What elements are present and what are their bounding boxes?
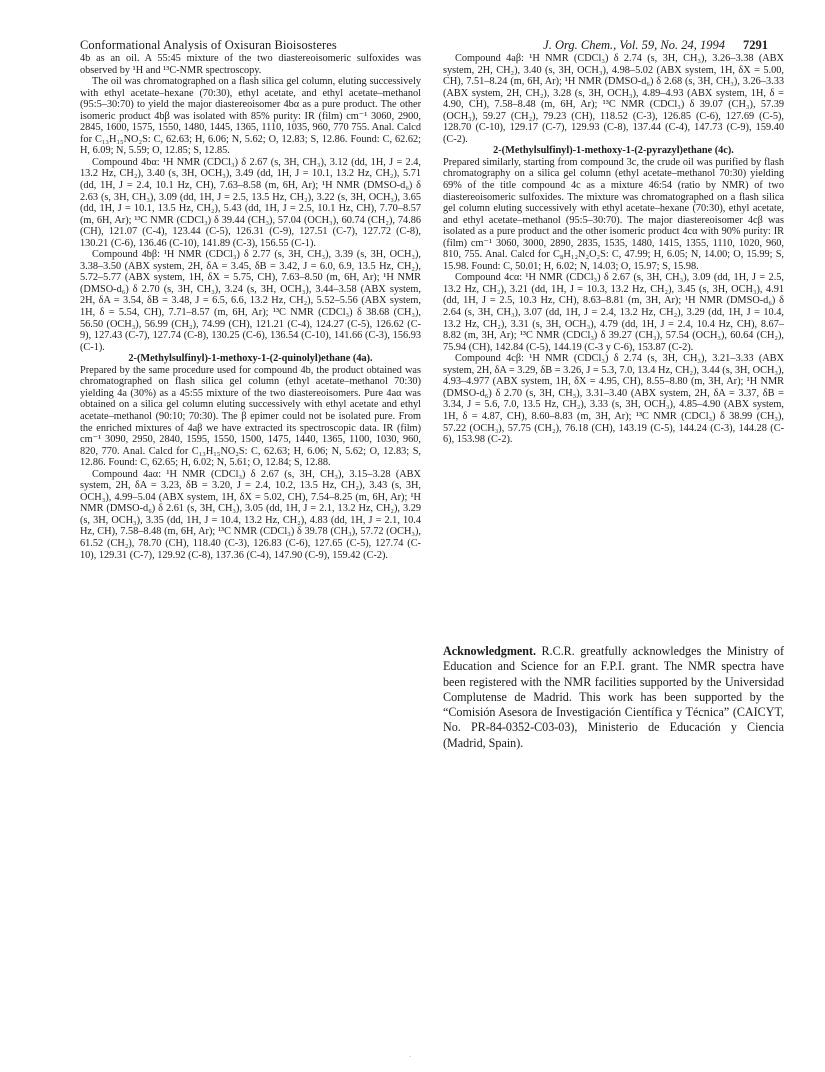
paragraph: The oil was chromatographed on a flash silica gel column, eluting successively with ethyl acetate–hexane (70:30), ethyl acetate, and ethyl acetate–methanol (95:5–30:70) to yield the major diastereoisomer 4bα as a pure product. The other isomeric product 4bβ was isolated with 85% purity: IR (film) cm⁻¹ 3060, 2900, 2845, 1600, 1575, 1550, 1480, 1445, 1365, 1110, 1035, 960, 770 755. Anal. Calcd for C₁₃H₁₅NO₂S: C, 62.63; H, 6.06; N, 5.62; O, 12.83; S, 12.86. Found: C, 62.62; H, 6.09; N, 5.59; O, 12.85; S, 12.85. — [80, 76, 421, 157]
page-dot: · — [409, 1053, 412, 1061]
paragraph: 4b as an oil. A 55:45 mixture of the two diastereoisomeric sulfoxides was observed by ¹H and ¹³C-NMR spectroscopy. — [80, 53, 421, 76]
paragraph: Compound 4cα: ¹H NMR (CDCl₃) δ 2.67 (s, 3H, CH₃), 3.09 (dd, 1H, J = 2.5, 13.2 Hz, CH₂), 3.21 (dd, 1H, J = 10.3, 13.2 Hz, CH₂), 3.45 (s, 3H, OCH₃), 4.91 (dd, 1H, J = 2.5, 10.3 Hz, CH), 8.63–8.81 (m, 3H, Ar); ¹H NMR (DMSO-d₆) δ 2.64 (s, 3H, CH₃), 3.07 (dd, 1H, J = 2.4, 13.2 Hz, CH₂), 3.29 (dd, 1H, J = 10.4, 13.2 Hz, CH₂), 3.31 (s, 3H, OCH₃), 4.79 (dd, 1H, J = 2.4, 10.4 Hz, CH), 8.67–8.82 (m, 3H, Ar); ¹³C NMR (CDCl₃) δ 39.27 (CH₃), 57.54 (OCH₃), 60.64 (CH₂), 75.94 (CH), 142.84 (C-5), 144.19 (C-3 y C-6), 153.87 (C-2). — [443, 272, 784, 353]
paragraph: Compound 4bβ: ¹H NMR (CDCl₃) δ 2.77 (s, 3H, CH₃), 3.39 (s, 3H, OCH₃), 3.38–3.50 (ABX system, 2H, δA = 3.45, δB = 3.42, J = 6.0, 6.9, 13.5 Hz, CH₂), 5.72–5.77 (ABX system, 1H, δX = 5.75, CH), 7.63–8.50 (m, 6H, Ar); ¹H NMR (DMSO-d₆) δ 2.70 (s, 3H, CH₃), 3.24 (s, 3H, OCH₃), 3.44–3.58 (ABX system, 2H, δA = 3.54, δB = 3.48, J = 6.5, 6.6, 13.2 Hz, CH₂), 5.52–5.56 (ABX system, 1H, δ = 5.54, CH), 7.71–8.57 (m, 6H, Ar); ¹³C NMR (CDCl₃) δ 38.68 (CH₃), 56.50 (OCH₃), 56.99 (CH₂), 74.99 (CH), 121.21 (C-4), 124.27 (C-5), 126.62 (C-9), 127.43 (C-7), 127.74 (C-8), 130.25 (C-6), 136.54 (C-10), 141.66 (C-3), 156.93 (C-1). — [80, 249, 421, 353]
paragraph: Prepared by the same procedure used for compound 4b, the product obtained was chromatographed on flash silica gel column (ethyl acetate–methanol 70:30) yielding 4a (30%) as a 45:55 mixture of the two diastereoisomers. Pure 4aα was obtained on a silica gel column eluting successively with ethyl acetate and ethyl acetate–methanol (90:10; 70:30). The β epimer could not be isolated pure. From the enriched mixtures of 4aβ we have extracted its spectroscopic data. IR (film) cm⁻¹ 3090, 2950, 2840, 1595, 1550, 1500, 1475, 1440, 1365, 1100, 1030, 960, 820, 770. Anal. Calcd for C₁₃H₁₅NO₂S: C, 62.63; H, 6.06; N, 5.62; O, 12.83; S, 12.86. Found: C, 62.65; H, 6.02; N, 5.61; O, 12.84; S, 12.88. — [80, 364, 421, 469]
paragraph: Prepared similarly, starting from compound 3c, the crude oil was purified by flash chromatography on a silica gel column (ethyl acetate–methanol 70:30) yielding 69% of the title compound 4c as a mixture 46:54 (ratio by NMR) of two diastereoisomeric sulfoxides. The mixture was chromatographed on a flash silica gel column eluting successively with ethyl acetate–hexane (70:30), ethyl acetate, and ethyl acetate–methanol (95:5–30:70). The major diastereoisomer 4cβ was isolated as a pure product and the other isomeric product 4cα with 90% purity: IR (film) cm⁻¹ 3060, 3000, 2890, 2835, 1535, 1480, 1415, 1355, 1110, 1020, 960, 810, 755. Anal. Calcd for C₈H₁₂N₂O₂S: C, 47.99; H, 6.05; N, 14.00; O, 15.99; S, 15.98. Found: C, 50.01; H, 6.02; N, 14.03; O, 15.97; S, 15.98. — [443, 156, 784, 272]
paragraph: Compound 4aβ: ¹H NMR (CDCl₃) δ 2.74 (s, 3H, CH₃), 3.26–3.38 (ABX system, 2H, CH₂), 3.40 (s, 3H, OCH₃), 4.98–5.02 (ABX system, 1H, δX = 5.00, CH), 7.51–8.24 (m, 6H, Ar); ¹H NMR (DMSO-d₆) δ 2.68 (s, 3H, CH₃), 3.26–3.33 (ABX system, 2H, CH₂), 3.28 (s, 3H, OCH₃), 4.89–4.93 (ABX system, 1H, δ = 4.90, CH), 7.58–8.48 (m, 6H, Ar); ¹³C NMR (CDCl₃) δ 39.07 (CH₃), 57.39 (OCH₃), 59.27 (CH₂), 79.23 (CH), 118.52 (C-3), 126.85 (C-6), 127.69 (C-5), 128.70 (C-10), 129.17 (C-7), 129.93 (C-8), 137.44 (C-4), 147.73 (C-9), 159.40 (C-2). — [443, 53, 784, 145]
compound-heading: 2-(Methylsulfinyl)-1-methoxy-1-(2-quinolyl)ethane (4a). — [128, 353, 373, 365]
acknowledgment-text: R.C.R. greatfully acknowledges the Ministry of Education and Science for an F.P.I. grant. The NMR spectra have been registered with the NMR facilities supported by the Universidad Complutense de Madrid. This work has been supported by the “Comisión Asesora de Investigación Científica y Técnica” (CAICYT, No. PR-84-0352-C03-03), Ministerio de Educación y Ciencia (Madrid, Spain). — [443, 644, 784, 750]
running-title: Conformational Analysis of Oxisuran Bioisosteres — [80, 38, 337, 52]
compound-heading: 2-(Methylsulfinyl)-1-methoxy-1-(2-pyrazyl)ethane (4c). — [493, 145, 734, 157]
paragraph: Compound 4bα: ¹H NMR (CDCl₃) δ 2.67 (s, 3H, CH₃), 3.12 (dd, 1H, J = 2.4, 13.2 Hz, CH₂), 3.40 (s, 3H, OCH₃), 3.49 (dd, 1H, J = 10.1, 13.2 Hz, CH₂), 5.71 (dd, 1H, J = 2.4, 10.1 Hz, CH), 7.63–8.58 (m, 6H, Ar); ¹H NMR (DMSO-d₆) δ 2.63 (s, 3H, CH₃), 3.09 (dd, 1H, J = 2.5, 13.5 Hz, CH₂), 3.22 (s, 3H, OCH₃), 3.65 (dd, 1H, J = 10.1, 13.5 Hz, CH₂), 5.43 (dd, 1H, J = 2.5, 10.1 Hz, CH), 7.70–8.57 (m, 6H, Ar); ¹³C NMR (CDCl₃) δ 39.44 (CH₃), 57.04 (OCH₃), 60.74 (CH₂), 74.86 (CH), 121.07 (C-4), 123.44 (C-5), 126.31 (C-9), 127.51 (C-7), 127.72 (C-8), 130.21 (C-6), 136.46 (C-10), 141.89 (C-3), 156.55 (C-1). — [80, 156, 421, 249]
acknowledgment-heading: Acknowledgment. — [443, 644, 537, 658]
right-column — [443, 53, 784, 446]
paragraph: Compound 4aα: ¹H NMR (CDCl₃) δ 2.67 (s, 3H, CH₃), 3.15–3.28 (ABX system, 2H, δA = 3.23, δB = 3.20, J = 2.4, 10.2, 13.5 Hz, CH₂), 3.43 (s, 3H, OCH₃), 4.99–5.04 (ABX system, 1H, δX = 5.02, CH), 7.54–8.25 (m, 6H, Ar); ¹H NMR (DMSO-d₆) δ 2.61 (s, 3H, CH₃), 3.05 (dd, 1H, J = 2.1, 13.2 Hz, CH₂), 3.29 (s, 3H, OCH₃), 3.35 (dd, 1H, J = 10.4, 13.2 Hz, CH₂), 4.83 (dd, 1H, J = 2.1, 10.4 Hz, CH), 7.58–8.48 (m, 6H, Ar); ¹³C NMR (CDCl₃) δ 39.78 (CH₃), 57.72 (OCH₃), 61.52 (CH₂), 78.70 (CH), 118.40 (C-3), 126.83 (C-6), 127.65 (C-5), 127.74 (C-10), 129.31 (C-7), 129.92 (C-8), 137.36 (C-4), 147.90 (C-9), 159.42 (C-2). — [80, 468, 421, 561]
journal-citation — [543, 38, 768, 53]
paragraph: Compound 4cβ: ¹H NMR (CDCl₃) δ 2.74 (s, 3H, CH₃), 3.21–3.33 (ABX system, 2H, δA = 3.29, δB = 3.26, J = 5.3, 7.0, 13.4 Hz, CH₂), 3.44 (s, 3H, OCH₃), 4.93–4.977 (ABX system, 1H, δX = 4.95, CH), 8.55–8.80 (m, 3H, Ar); ¹H NMR (DMSO-d₆) δ 2.70 (s, 3H, CH₃), 3.31–3.40 (ABX system, 2H, δA = 3.37, δB = 3.34, J = 5.6, 7.0, 13.5 Hz, CH₂), 3.33 (s, 3H, OCH₃), 4.85–4.90 (ABX system, 1H, δ = 4.87, CH), 8.60–8.83 (m, 3H, Ar); ¹³C NMR (CDCl₃) δ 38.99 (CH₃), 57.22 (OCH₃), 57.75 (CH₂), 76.18 (CH), 143.19 (C-5), 144.24 (C-3), 144.28 (C-6), 153.98 (C-2). — [443, 353, 784, 446]
page-number: 7291 — [743, 38, 768, 52]
acknowledgment-section — [443, 644, 784, 751]
journal-name: J. Org. Chem., Vol. 59, No. 24, 1994 — [543, 38, 725, 52]
left-column — [80, 53, 421, 561]
